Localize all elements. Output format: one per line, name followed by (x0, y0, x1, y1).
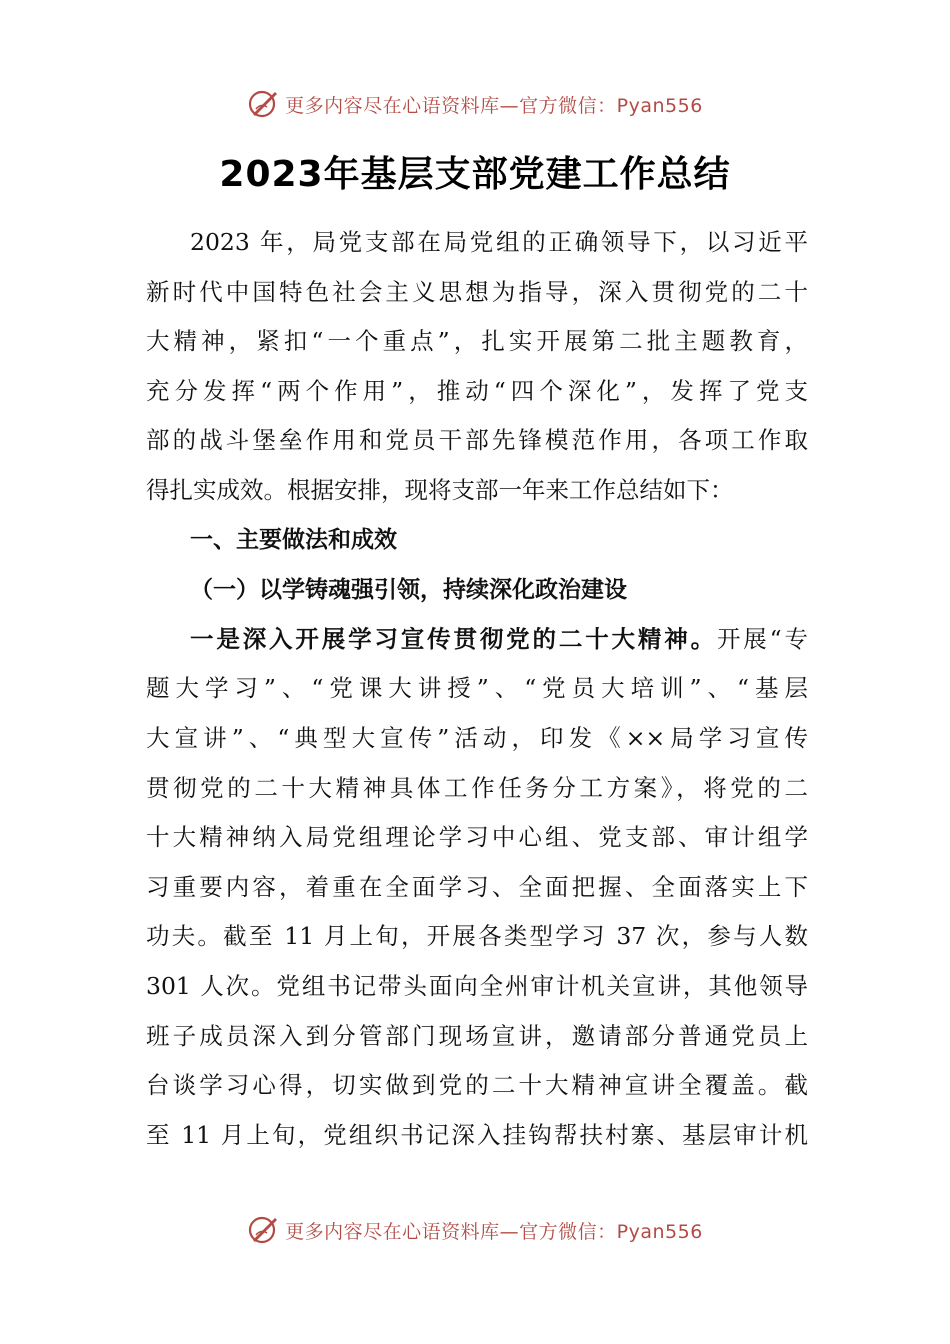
body-line: 班子成员深入到分管部门现场宣讲，邀请部分普通党员上 (146, 1021, 808, 1050)
section-heading: 一、主要做法和成效 (190, 526, 397, 553)
intro-line: 充分发挥“两个作用”，推动“四个深化”，发挥了党支 (146, 376, 808, 405)
point-lead-line (146, 615, 808, 665)
body-line: 至 11 月上旬，党组织书记深入挂钩帮扶村寨、基层审计机 (146, 1120, 808, 1149)
body-line: 题大学习”、“党课大讲授”、“党员大培训”、“基层 (146, 674, 808, 703)
pen-logo-icon (247, 87, 281, 121)
document-body (146, 218, 808, 1160)
intro-line: 得扎实成效。根据安排，现将支部一年来工作总结如下： (146, 475, 734, 504)
pen-logo-icon (247, 1213, 281, 1247)
intro-line: 大精神，紧扣“一个重点”，扎实开展第二批主题教育， (146, 327, 808, 356)
body-line: 大宣讲”、“典型大宣传”活动，印发《××局学习宣传 (146, 723, 808, 752)
body-line: 十大精神纳入局党组理论学习中心组、党支部、审计组学 (146, 823, 808, 852)
body-line: 301 人次。党组书记带头面向全州审计机关宣讲，其他领导 (146, 971, 808, 1000)
banner-text: 更多内容尽在心语资料库—官方微信：Pyan556 (285, 94, 703, 117)
banner-text: 更多内容尽在心语资料库—官方微信：Pyan556 (285, 1220, 703, 1243)
intro-line: 部的战斗堡垒作用和党员干部先锋模范作用，各项工作取 (146, 426, 808, 455)
document-title: 2023年基层支部党建工作总结 (219, 154, 731, 195)
footer-watermark-banner (0, 1210, 950, 1250)
intro-line: 2023 年，局党支部在局党组的正确领导下，以习近平 (190, 228, 808, 256)
intro-line: 新时代中国特色社会主义思想为指导，深入贯彻党的二十 (146, 277, 808, 306)
point-lead-bold: 一是深入开展学习宣传贯彻党的二十大精神。 (190, 624, 717, 653)
body-line: 功夫。截至 11 月上旬，开展各类型学习 37 次，参与人数 (146, 922, 808, 951)
body-line: 习重要内容，着重在全面学习、全面把握、全面落实上下 (146, 872, 808, 901)
body-line: 台谈学习心得，切实做到党的二十大精神宣讲全覆盖。截 (146, 1071, 808, 1100)
header-watermark-banner (0, 84, 950, 124)
body-line: 贯彻党的二十大精神具体工作任务分工方案》，将党的二 (146, 773, 808, 802)
subsection-heading: （一）以学铸魂强引领，持续深化政治建设 (190, 576, 627, 604)
point-lead-rest: 开展“专 (716, 624, 808, 653)
